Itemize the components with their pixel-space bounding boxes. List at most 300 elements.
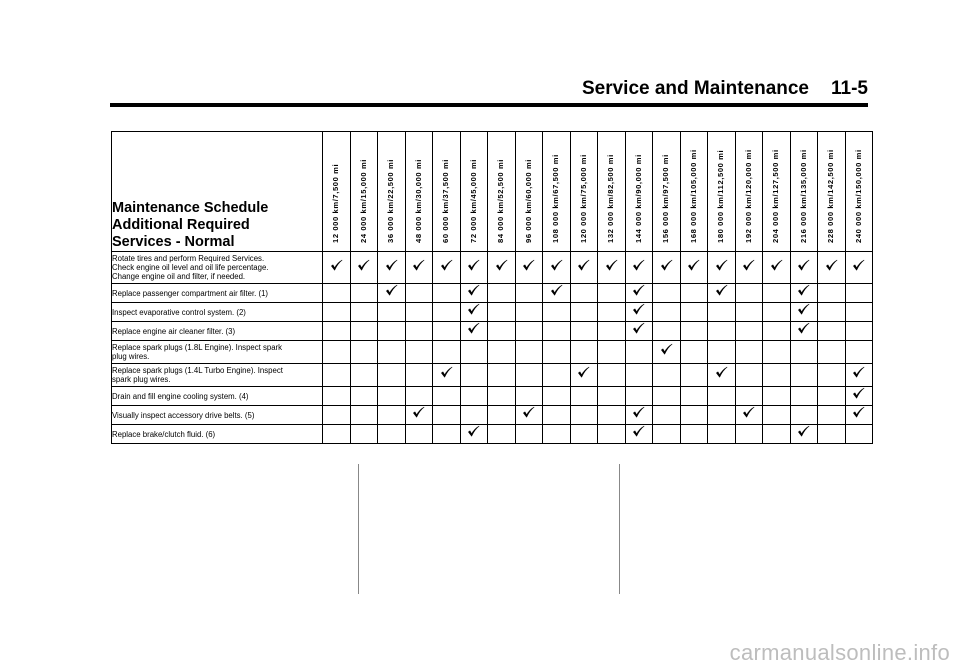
schedule-cell [350,341,378,364]
schedule-cell [543,252,571,284]
checkmark-icon [770,259,783,272]
schedule-cell [625,425,653,444]
schedule-cell [818,387,846,406]
schedule-cell [570,341,598,364]
checkmark-icon [440,366,453,379]
schedule-cell [763,322,791,341]
interval-label: 120 000 km/75,000 mi [578,154,588,243]
schedule-cell [680,252,708,284]
interval-header [378,132,406,252]
schedule-cell [735,406,763,425]
schedule-cell [818,406,846,425]
schedule-cell [845,322,873,341]
checkmark-icon [385,259,398,272]
schedule-cell [378,387,406,406]
checkmark-icon [660,259,673,272]
schedule-cell [790,322,818,341]
checkmark-icon [852,406,865,419]
checkmark-icon [852,387,865,400]
interval-header [625,132,653,252]
interval-label: 132 000 km/82,500 mi [606,154,616,243]
schedule-cell [488,322,516,341]
interval-header [543,132,571,252]
checkmark-icon [715,366,728,379]
schedule-cell [543,425,571,444]
schedule-cell [708,387,736,406]
schedule-cell [763,387,791,406]
schedule-cell [653,406,681,425]
schedule-cell [543,364,571,387]
schedule-cell [405,387,433,406]
checkmark-icon [715,259,728,272]
service-item [112,425,323,444]
service-item-line: Replace engine air cleaner filter. (3) [112,326,236,336]
table-row [112,406,873,425]
schedule-cell [735,322,763,341]
schedule-cell [818,425,846,444]
schedule-cell [323,341,351,364]
schedule-cell [515,364,543,387]
checkmark-icon [632,259,645,272]
schedule-cell [653,364,681,387]
column-divider [619,464,620,594]
schedule-cell [625,303,653,322]
schedule-cell [790,406,818,425]
checkmark-icon [577,366,590,379]
schedule-cell [680,303,708,322]
schedule-cell [598,284,626,303]
schedule-title-line: Additional Required [112,217,250,233]
schedule-cell [598,406,626,425]
schedule-cell [790,303,818,322]
schedule-cell [708,406,736,425]
schedule-cell [625,387,653,406]
checkmark-icon [852,366,865,379]
schedule-cell [460,284,488,303]
service-item-line: Inspect evaporative control system. (2) [112,307,246,317]
schedule-cell [763,341,791,364]
schedule-cell [598,322,626,341]
schedule-cell [763,303,791,322]
service-item-line: Change engine oil and filter, if needed. [112,272,246,281]
checkmark-icon [825,259,838,272]
checkmark-icon [412,259,425,272]
page-header [110,78,868,104]
schedule-cell [625,284,653,303]
service-item-line: Replace spark plugs (1.4L Turbo Engine). Inspect [112,366,283,375]
schedule-cell [708,252,736,284]
schedule-cell [350,303,378,322]
schedule-cell [845,341,873,364]
schedule-cell [515,303,543,322]
schedule-cell [323,284,351,303]
schedule-cell [378,252,406,284]
schedule-cell [323,425,351,444]
schedule-cell [433,284,461,303]
checkmark-icon [522,406,535,419]
schedule-cell [488,303,516,322]
schedule-cell [378,364,406,387]
schedule-cell [818,284,846,303]
service-item [112,387,323,406]
schedule-cell [405,406,433,425]
schedule-cell [543,387,571,406]
interval-header [818,132,846,252]
schedule-cell [488,387,516,406]
schedule-title [112,132,323,252]
schedule-cell [708,425,736,444]
interval-label: 168 000 km/105,000 mi [688,149,698,243]
schedule-cell [653,341,681,364]
interval-label: 204 000 km/127,500 mi [771,149,781,243]
schedule-cell [763,364,791,387]
schedule-cell [460,425,488,444]
schedule-cell [543,322,571,341]
schedule-cell [653,387,681,406]
schedule-cell [433,322,461,341]
checkmark-icon [797,425,810,438]
table-header-row [112,132,873,252]
schedule-cell [460,406,488,425]
schedule-cell [460,387,488,406]
schedule-cell [790,341,818,364]
interval-header [350,132,378,252]
schedule-cell [488,284,516,303]
checkmark-icon [550,259,563,272]
table-row [112,322,873,341]
schedule-cell [818,322,846,341]
interval-header [790,132,818,252]
schedule-cell [515,406,543,425]
schedule-cell [350,252,378,284]
schedule-cell [653,284,681,303]
service-item-line: Visually inspect accessory drive belts. (5) [112,410,255,420]
schedule-cell [460,322,488,341]
schedule-cell [735,252,763,284]
schedule-title-line: Services - Normal [112,234,235,250]
schedule-cell [598,252,626,284]
schedule-cell [790,387,818,406]
interval-header [570,132,598,252]
schedule-cell [515,387,543,406]
interval-header [405,132,433,252]
schedule-cell [433,387,461,406]
service-item-line: Drain and fill engine cooling system. (4) [112,391,249,401]
checkmark-icon [687,259,700,272]
schedule-cell [460,252,488,284]
schedule-cell [543,406,571,425]
schedule-cell [680,364,708,387]
interval-header [460,132,488,252]
service-item [112,322,323,341]
schedule-cell [845,303,873,322]
schedule-cell [598,364,626,387]
schedule-cell [680,425,708,444]
table-row [112,303,873,322]
interval-label: 96 000 km/60,000 mi [523,158,533,243]
schedule-cell [818,364,846,387]
interval-header [845,132,873,252]
schedule-cell [543,303,571,322]
schedule-cell [818,303,846,322]
schedule-cell [680,341,708,364]
checkmark-icon [550,284,563,297]
checkmark-icon [632,406,645,419]
schedule-cell [378,425,406,444]
service-item [112,252,323,284]
schedule-cell [790,252,818,284]
interval-label: 48 000 km/30,000 mi [413,158,423,243]
table-row [112,387,873,406]
checkmark-icon [852,259,865,272]
checkmark-icon [522,259,535,272]
schedule-cell [680,387,708,406]
checkmark-icon [467,322,480,335]
schedule-cell [570,322,598,341]
service-item-line: plug wires. [112,352,150,361]
service-item-line: Replace passenger compartment air filter. (1) [112,288,269,298]
interval-label: 156 000 km/97,500 mi [661,154,671,243]
schedule-cell [378,322,406,341]
schedule-cell [405,341,433,364]
checkmark-icon [467,259,480,272]
schedule-cell [845,284,873,303]
interval-header [433,132,461,252]
interval-label: 180 000 km/112,500 mi [716,149,726,243]
schedule-cell [405,303,433,322]
checkmark-icon [797,322,810,335]
schedule-cell [323,387,351,406]
interval-header [515,132,543,252]
schedule-cell [433,425,461,444]
schedule-cell [543,284,571,303]
schedule-cell [735,341,763,364]
checkmark-icon [660,343,673,356]
checkmark-icon [742,259,755,272]
interval-label: 108 000 km/67,500 mi [551,154,561,243]
schedule-cell [350,322,378,341]
schedule-cell [405,322,433,341]
schedule-cell [433,341,461,364]
checkmark-icon [797,259,810,272]
schedule-cell [570,387,598,406]
schedule-cell [598,425,626,444]
checkmark-icon [632,322,645,335]
schedule-cell [598,341,626,364]
schedule-cell [845,252,873,284]
schedule-cell [323,322,351,341]
schedule-cell [708,341,736,364]
schedule-cell [515,341,543,364]
interval-header [708,132,736,252]
schedule-cell [763,252,791,284]
interval-label: 84 000 km/52,500 mi [496,158,506,243]
schedule-cell [570,406,598,425]
interval-label: 192 000 km/120,000 mi [743,149,753,243]
interval-header [735,132,763,252]
schedule-cell [625,252,653,284]
checkmark-icon [467,303,480,316]
schedule-cell [350,284,378,303]
schedule-cell [488,252,516,284]
schedule-cell [625,406,653,425]
service-item [112,303,323,322]
schedule-cell [653,322,681,341]
schedule-cell [350,364,378,387]
service-item [112,406,323,425]
schedule-cell [460,341,488,364]
schedule-cell [570,364,598,387]
schedule-cell [763,284,791,303]
service-item-line: Rotate tires and perform Required Services. [112,254,265,263]
schedule-cell [488,406,516,425]
checkmark-icon [440,259,453,272]
checkmark-icon [330,259,343,272]
service-item [112,341,323,364]
interval-label: 216 000 km/135,000 mi [798,149,808,243]
checkmark-icon [495,259,508,272]
schedule-cell [433,252,461,284]
schedule-cell [570,425,598,444]
schedule-cell [405,425,433,444]
interval-label: 36 000 km/22,500 mi [386,158,396,243]
schedule-cell [735,425,763,444]
schedule-cell [845,406,873,425]
schedule-cell [460,364,488,387]
interval-header [653,132,681,252]
service-item [112,364,323,387]
schedule-cell [543,341,571,364]
schedule-cell [433,406,461,425]
schedule-cell [515,322,543,341]
schedule-cell [625,341,653,364]
schedule-title-line: Maintenance Schedule [112,200,269,216]
interval-header [598,132,626,252]
interval-label: 144 000 km/90,000 mi [633,154,643,243]
service-item [112,284,323,303]
schedule-cell [625,322,653,341]
schedule-cell [845,364,873,387]
schedule-cell [378,406,406,425]
service-item-line: spark plug wires. [112,375,171,384]
interval-label: 228 000 km/142,500 mi [826,149,836,243]
schedule-cell [323,364,351,387]
schedule-cell [378,303,406,322]
schedule-cell [350,387,378,406]
schedule-cell [680,322,708,341]
schedule-cell [818,341,846,364]
table-row [112,364,873,387]
schedule-cell [653,303,681,322]
schedule-cell [350,406,378,425]
schedule-cell [570,252,598,284]
checkmark-icon [357,259,370,272]
interval-header [323,132,351,252]
checkmark-icon [715,284,728,297]
table-row [112,252,873,284]
header-rule [110,103,868,107]
schedule-cell [735,284,763,303]
schedule-cell [460,303,488,322]
schedule-cell [570,303,598,322]
checkmark-icon [632,303,645,316]
schedule-cell [405,364,433,387]
schedule-cell [708,303,736,322]
schedule-cell [433,364,461,387]
checkmark-icon [632,284,645,297]
service-item-line: Replace spark plugs (1.8L Engine). Inspect spark [112,343,283,352]
schedule-cell [653,425,681,444]
schedule-cell [735,387,763,406]
interval-label: 240 000 km/150,000 mi [853,149,863,243]
interval-header [680,132,708,252]
schedule-cell [570,284,598,303]
schedule-cell [735,303,763,322]
checkmark-icon [577,259,590,272]
interval-label: 72 000 km/45,000 mi [468,158,478,243]
service-item-line: Check engine oil level and oil life percentage. [112,263,269,272]
schedule-cell [323,252,351,284]
checkmark-icon [632,425,645,438]
checkmark-icon [467,284,480,297]
schedule-cell [378,284,406,303]
page-title: Service and Maintenance [581,78,810,99]
schedule-cell [680,284,708,303]
column-divider [358,464,359,594]
maintenance-schedule-table [111,131,873,444]
schedule-cell [323,303,351,322]
checkmark-icon [605,259,618,272]
schedule-cell [378,341,406,364]
checkmark-icon [797,303,810,316]
schedule-cell [488,341,516,364]
interval-label: 24 000 km/15,000 mi [358,158,368,243]
watermark: carmanualsonline.info [729,640,950,665]
schedule-cell [488,425,516,444]
schedule-cell [708,322,736,341]
schedule-cell [405,284,433,303]
schedule-cell [763,425,791,444]
schedule-cell [790,364,818,387]
schedule-cell [818,252,846,284]
schedule-cell [515,252,543,284]
checkmark-icon [385,284,398,297]
schedule-cell [790,425,818,444]
interval-label: 60 000 km/37,500 mi [441,158,451,243]
schedule-cell [488,364,516,387]
table-row [112,341,873,364]
table-row [112,425,873,444]
schedule-cell [625,364,653,387]
checkmark-icon [742,406,755,419]
schedule-cell [845,425,873,444]
service-item-line: Replace brake/clutch fluid. (6) [112,429,216,439]
schedule-cell [598,387,626,406]
schedule-cell [598,303,626,322]
schedule-cell [680,406,708,425]
schedule-cell [405,252,433,284]
table-row [112,284,873,303]
schedule-cell [653,252,681,284]
schedule-cell [323,406,351,425]
checkmark-icon [412,406,425,419]
schedule-cell [350,425,378,444]
schedule-cell [763,406,791,425]
schedule-cell [708,364,736,387]
schedule-cell [708,284,736,303]
schedule-cell [735,364,763,387]
page-number: 11-5 [831,78,868,99]
